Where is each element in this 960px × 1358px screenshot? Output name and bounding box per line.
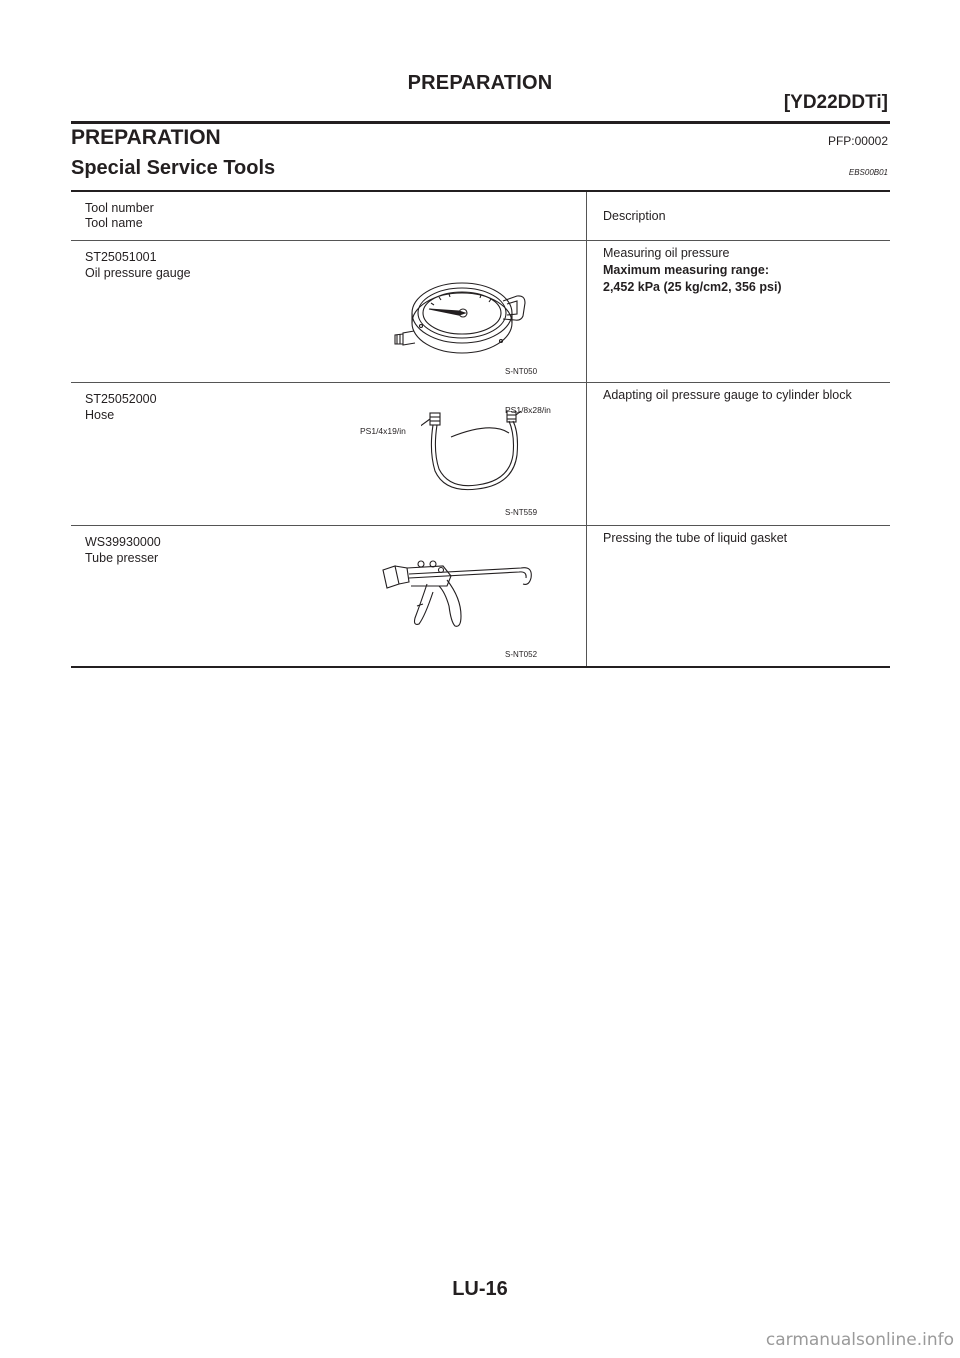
table-row <box>71 241 890 383</box>
table-row <box>71 383 890 526</box>
table-header-row <box>71 191 890 241</box>
subsection-code: EBS00B01 <box>848 168 888 177</box>
header-tool-cell <box>71 191 587 241</box>
section-code: PFP:00002 <box>827 134 888 148</box>
spec-value: 2,452 kPa (25 kg/cm2, 356 psi) <box>603 280 782 294</box>
tool-cell <box>71 526 587 668</box>
description-cell <box>587 526 891 668</box>
figure-caption: S-NT559 <box>505 508 538 517</box>
tool-cell <box>71 383 587 526</box>
description-cell <box>587 383 891 526</box>
page-number: LU-16 <box>452 1278 508 1300</box>
running-header-title: PREPARATION <box>407 72 553 94</box>
description-cell <box>587 241 891 383</box>
tool-cell <box>71 241 587 383</box>
tool-name: Tube presser <box>85 551 159 565</box>
tool-description: Pressing the tube of liquid gasket <box>603 531 788 545</box>
table-row <box>71 526 890 668</box>
watermark: carmanualsonline.info <box>765 1330 954 1350</box>
figure-label-right: PS1/8x28/in <box>505 405 551 415</box>
figure-label-left: PS1/4x19/in <box>360 426 406 436</box>
tool-name: Oil pressure gauge <box>85 266 191 280</box>
oil-pressure-gauge-figure <box>391 271 541 361</box>
header-description-cell <box>587 191 891 241</box>
spec-label: Maximum measuring range: <box>603 263 770 277</box>
header-description: Description <box>603 209 666 223</box>
tool-description: Measuring oil pressure <box>603 246 730 260</box>
tool-number: ST25052000 <box>85 392 157 406</box>
tool-number: ST25051001 <box>85 250 157 264</box>
tool-number: WS39930000 <box>85 535 161 549</box>
hose-figure <box>421 411 551 496</box>
header-tool-number: Tool number <box>85 201 154 215</box>
tube-presser-figure <box>381 556 541 646</box>
header-rule <box>71 121 890 124</box>
figure-caption: S-NT052 <box>505 650 538 659</box>
special-service-tools-table <box>71 190 890 668</box>
engine-code: [YD22DDTi] <box>783 92 888 113</box>
header-tool-name: Tool name <box>85 216 143 230</box>
tool-name: Hose <box>85 408 115 422</box>
section-title: PREPARATION <box>71 126 221 149</box>
subsection-title: Special Service Tools <box>71 157 276 179</box>
tool-description: Adapting oil pressure gauge to cylinder block <box>603 388 852 402</box>
figure-caption: S-NT050 <box>505 367 538 376</box>
